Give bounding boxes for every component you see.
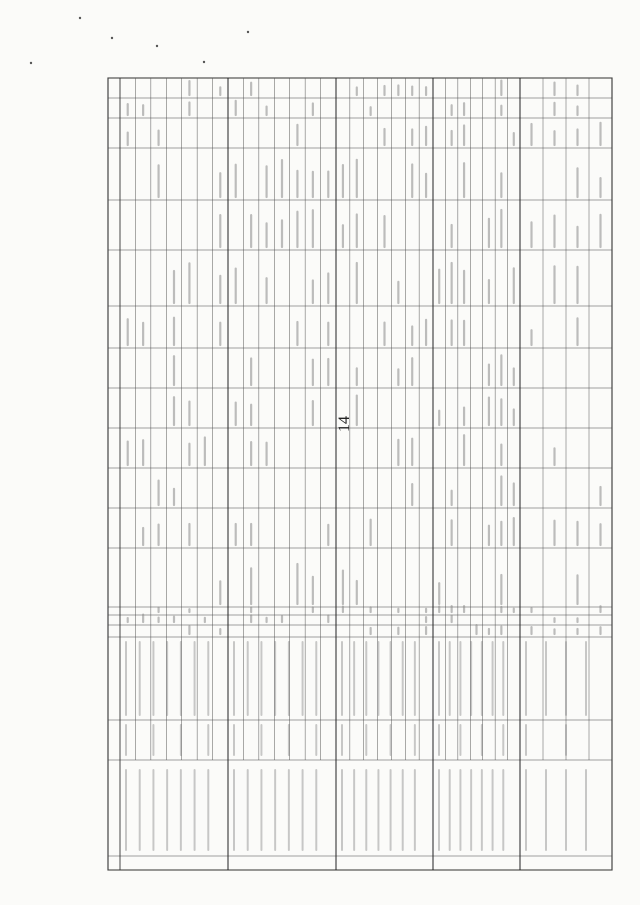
scan-speck [79,17,81,19]
scan-speck [247,31,249,33]
scan-speck [111,37,113,39]
table-border [108,78,612,870]
page-number: 14 [336,416,353,432]
scan-speck [30,62,32,64]
scan-speck [156,45,158,47]
scan-speck [203,61,205,63]
